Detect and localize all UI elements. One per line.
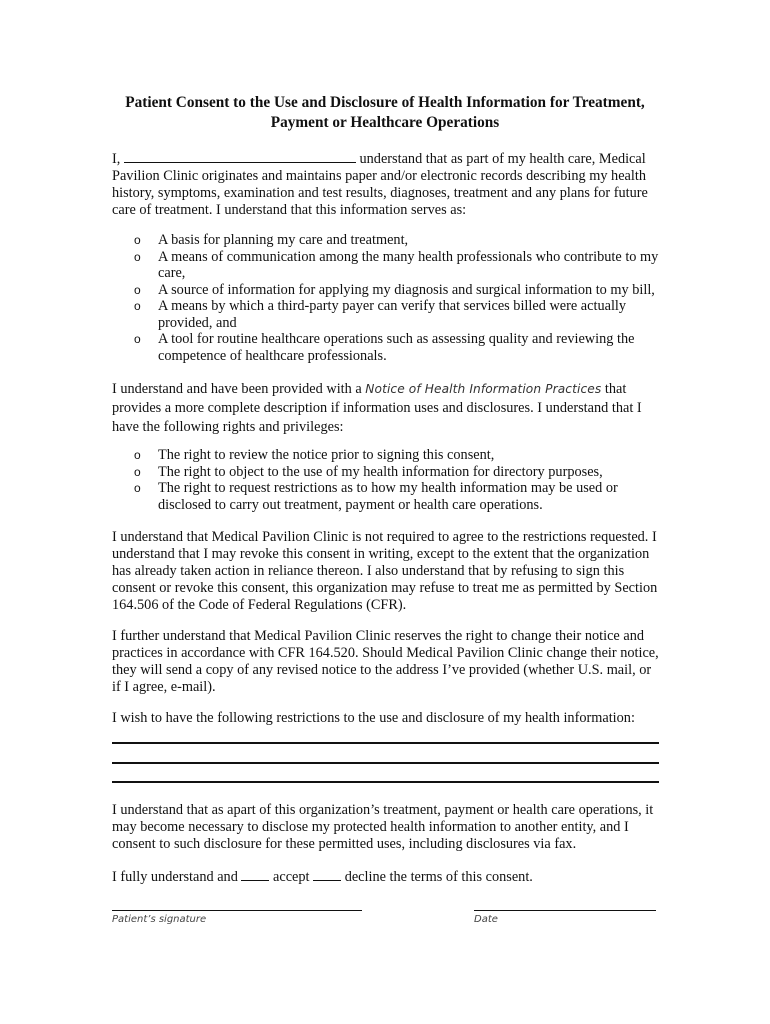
bullet-icon: o xyxy=(134,282,141,297)
list-item-text: A source of information for applying my diagnosis and surgical information to my bill, xyxy=(158,281,655,298)
accept-label: accept xyxy=(273,869,310,885)
list-item xyxy=(112,331,659,364)
intro-text: understand that as part of my health care, Medical Pavilion Clinic originates and maintains paper and/or electronic records describing my health history, symptoms, examination and test results, diagnoses, treatment and any plans for future care of treatment. I understand that this information serves as: xyxy=(112,151,648,218)
bullet-icon: o xyxy=(134,299,141,313)
list-item xyxy=(112,249,659,282)
date-label: Date xyxy=(474,914,498,925)
list-item xyxy=(112,282,659,299)
list-item xyxy=(112,298,659,331)
notice-suffix: that provides a more complete description if information uses and disclosures. I understand that I have the following rights and privileges: xyxy=(112,381,642,435)
title-line-1: Patient Consent to the Use and Disclosure of Health Information for Treatment, xyxy=(125,94,645,111)
date-line[interactable] xyxy=(474,910,656,911)
bullet-icon: o xyxy=(134,464,141,479)
bullet-icon: o xyxy=(134,233,141,247)
list-item-text: The right to review the notice prior to signing this consent, xyxy=(158,447,495,463)
bullet-icon: o xyxy=(134,481,141,495)
intro-paragraph xyxy=(112,150,659,219)
list-item xyxy=(112,480,659,513)
restriction-line-2[interactable] xyxy=(112,762,659,764)
notice-title: Notice of Health Information Practices xyxy=(365,382,602,396)
list-item-text: A basis for planning my care and treatment, xyxy=(158,232,409,248)
restrictions-request-paragraph: I wish to have the following restrictions to the use and disclosure of my health information: xyxy=(112,710,635,726)
bullet-icon: o xyxy=(134,332,141,346)
list-item xyxy=(112,447,659,464)
notice-paragraph xyxy=(112,380,659,437)
uses-list xyxy=(112,232,659,364)
page-title xyxy=(100,93,670,133)
signature-label: Patient’s signature xyxy=(112,914,207,925)
intro-prefix: I, xyxy=(112,151,121,167)
patient-signature-line[interactable] xyxy=(112,910,362,911)
rights-list xyxy=(112,447,659,513)
list-item-text: A means of communication among the many health professionals who contribute to my care, xyxy=(158,248,659,281)
accept-checkbox-field[interactable] xyxy=(241,868,269,881)
restriction-line-1[interactable] xyxy=(112,742,659,744)
fax-disclosure-paragraph: I understand that as apart of this organization’s treatment, payment or health care operations, it may become necessary to disclose my protected health information to another entity, and I consent to such disclosure for these permitted uses, including disclosures via fax. xyxy=(112,802,654,852)
list-item-text: A means by which a third-party payer can verify that services billed were actually provided, and xyxy=(158,298,627,331)
bullet-icon: o xyxy=(134,448,141,462)
list-item-text: A tool for routine healthcare operations such as assessing quality and reviewing the competence of healthcare professionals. xyxy=(158,331,635,364)
acceptance-text-1: I fully understand and xyxy=(112,869,238,885)
restrictions-paragraph: I understand that Medical Pavilion Clinic is not required to agree to the restrictions requested. I understand that I may revoke this consent in writing, except to the extent that the organization has already taken action in reliance thereon. I also understand that by refusing to sign this consent or revoke this consent, this organization may refuse to treat me as permitted by Section 164.506 of the Code of Federal Regulations (CFR). xyxy=(112,529,658,613)
notice-prefix: I understand and have been provided with a xyxy=(112,381,362,397)
bullet-icon: o xyxy=(134,249,141,264)
notice-changes-paragraph: I further understand that Medical Pavilion Clinic reserves the right to change their notice and practices in accordance with CFR 164.520. Should Medical Pavilion Clinic change their notice, they will send a copy of any revised notice to the address I’ve provided (whether U.S. mail, or if I agree, e-mail). xyxy=(112,628,659,695)
decline-checkbox-field[interactable] xyxy=(313,868,341,881)
acceptance-line xyxy=(112,868,659,886)
acceptance-text-2: decline the terms of this consent. xyxy=(344,869,533,885)
title-line-2: Payment or Healthcare Operations xyxy=(270,114,500,131)
list-item xyxy=(112,232,659,249)
list-item-text: The right to request restrictions as to how my health information may be used or disclosed to carry out treatment, payment or health care operations. xyxy=(158,480,618,513)
list-item-text: The right to object to the use of my health information for directory purposes, xyxy=(158,463,603,480)
list-item xyxy=(112,464,659,481)
patient-name-field[interactable] xyxy=(124,150,356,163)
restriction-line-3[interactable] xyxy=(112,781,659,783)
